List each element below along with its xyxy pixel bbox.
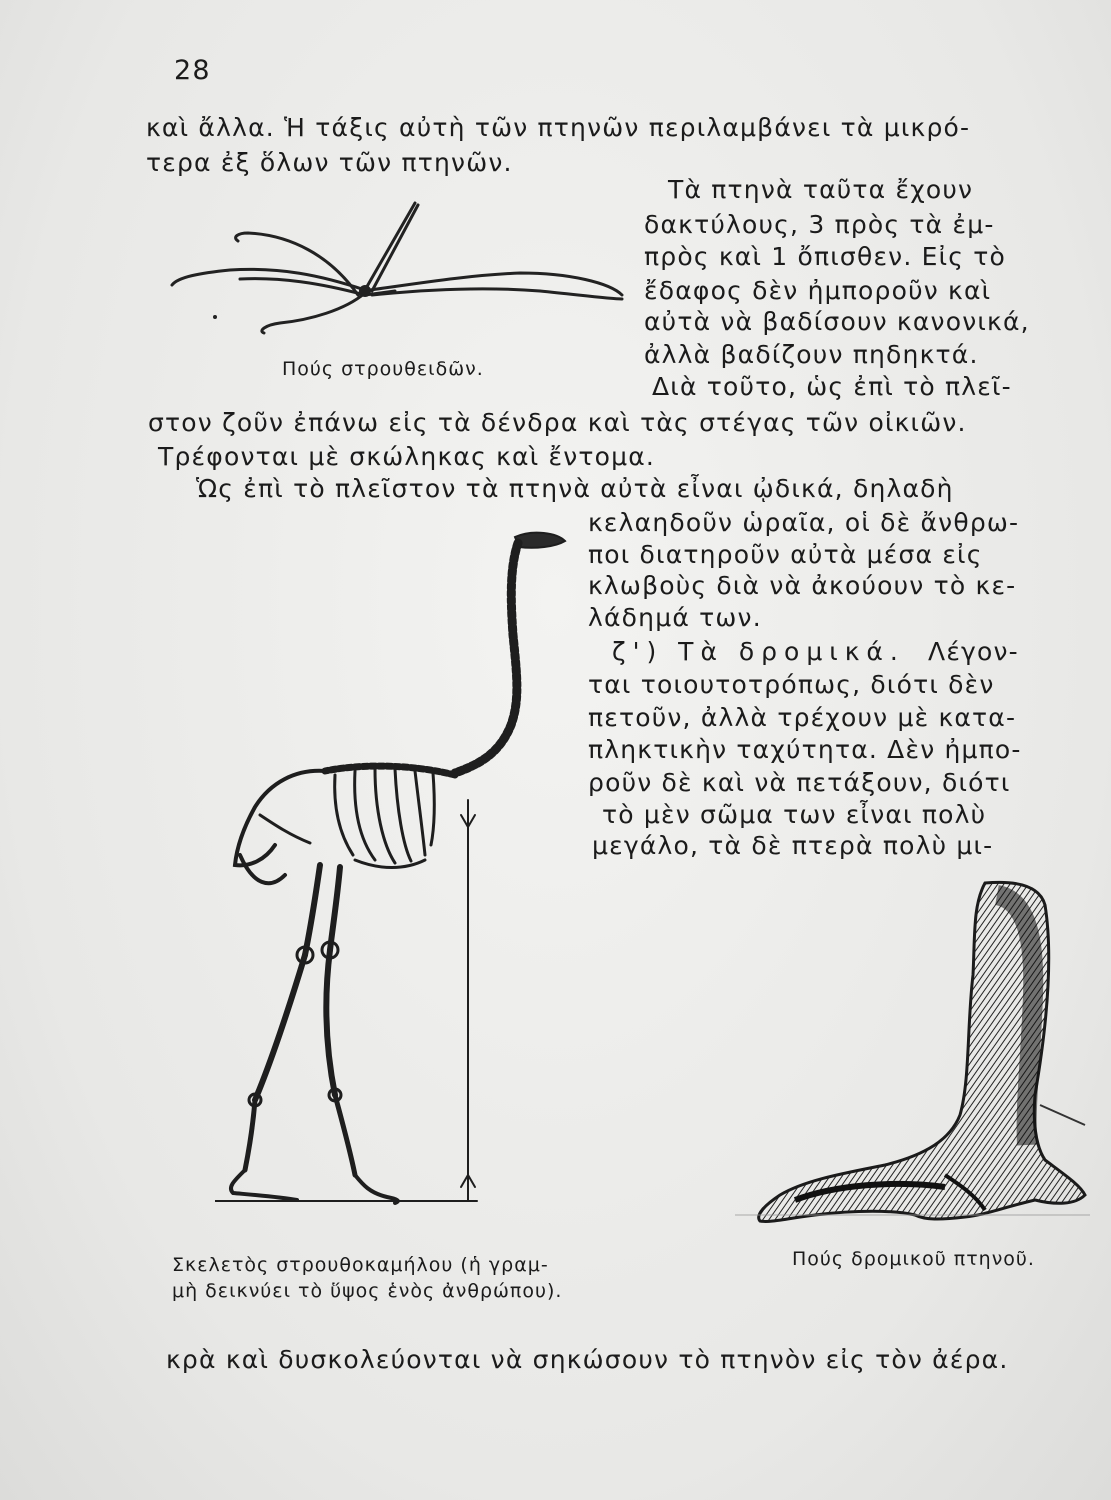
text-line: λάδημά των. xyxy=(588,603,762,632)
text-line: ἀλλὰ βαδίζουν πηδηκτά. xyxy=(644,340,979,369)
text-line: πληκτικὴν ταχύτητα. Δὲν ἠμπο- xyxy=(588,735,1022,764)
text-line: στον ζοῦν ἐπάνω εἰς τὰ δένδρα καὶ τὰς στέγας τῶν οἰκιῶν. xyxy=(148,408,967,437)
text-line: ται τοιουτοτρόπως, διότι δὲν xyxy=(588,670,995,699)
text-line: πρὸς καὶ 1 ὄπισθεν. Εἰς τὸ xyxy=(644,242,1007,271)
text-line: κελαηδοῦν ὡραῖα, οἱ δὲ ἄνθρω- xyxy=(588,508,1020,537)
text-line: μεγάλο, τὰ δὲ πτερὰ πολὺ μι- xyxy=(592,831,994,860)
text-line: τὸ μὲν σῶμα των εἶναι πολὺ xyxy=(602,800,987,829)
text-line: Τρέφονται μὲ σκώληκας καὶ ἔντομα. xyxy=(158,442,656,471)
caption-skeleton-line: Σκελετὸς στρουθοκαμήλου (ἡ γραμ- xyxy=(172,1254,549,1276)
text-fragment: Λέγον- xyxy=(928,637,1019,666)
text-line: καὶ ἄλλα. Ἡ τάξις αὐτὴ τῶν πτηνῶν περιλαμβάνει τὰ μικρό- xyxy=(146,113,971,142)
text-line: τερα ἐξ ὅλων τῶν πτηνῶν. xyxy=(146,148,513,177)
text-line: δακτύλους, 3 πρὸς τὰ ἐμ- xyxy=(644,210,995,239)
ostrich-skeleton-illustration xyxy=(215,525,585,1215)
text-line: πετοῦν, ἀλλὰ τρέχουν μὲ κατα- xyxy=(588,703,1017,732)
section-heading-line xyxy=(612,637,1019,667)
runner-foot-illustration xyxy=(735,875,1090,1235)
text-line: αὐτὰ νὰ βαδίσουν κανονικά, xyxy=(644,307,1030,336)
text-line: Διὰ τοῦτο, ὡς ἐπὶ τὸ πλεῖ- xyxy=(652,372,1012,401)
caption-runner-foot: Πούς δρομικοῦ πτηνοῦ. xyxy=(792,1248,1035,1270)
text-line: ποι διατηροῦν αὐτὰ μέσα εἰς xyxy=(588,540,983,569)
text-line: Ὡς ἐπὶ τὸ πλεῖστον τὰ πτηνὰ αὐτὰ εἶναι ᾠδικά, δηλαδὴ xyxy=(196,474,954,503)
caption-sparrow-foot: Πούς στρουθειδῶν. xyxy=(282,358,484,380)
sparrow-foot-illustration xyxy=(160,195,630,355)
page-number: 28 xyxy=(174,55,211,86)
text-line: κλωβοὺς διὰ νὰ ἀκούουν τὸ κε- xyxy=(588,571,1017,600)
text-line-last: κρὰ καὶ δυσκολεύονται νὰ σηκώσουν τὸ πτηνὸν εἰς τὸν ἀέρα. xyxy=(166,1345,1009,1374)
text-line: Τὰ πτηνὰ ταῦτα ἔχουν xyxy=(668,175,974,204)
caption-skeleton-line: μὴ δεικνύει τὸ ὕψος ἑνὸς ἀνθρώπου). xyxy=(172,1280,563,1302)
section-label: ζ') Τὰ δρομικά. xyxy=(612,637,905,666)
text-line: ἔδαφος δὲν ἠμποροῦν καὶ xyxy=(644,276,992,305)
text-line: ροῦν δὲ καὶ νὰ πετάξουν, διότι xyxy=(588,768,1011,797)
